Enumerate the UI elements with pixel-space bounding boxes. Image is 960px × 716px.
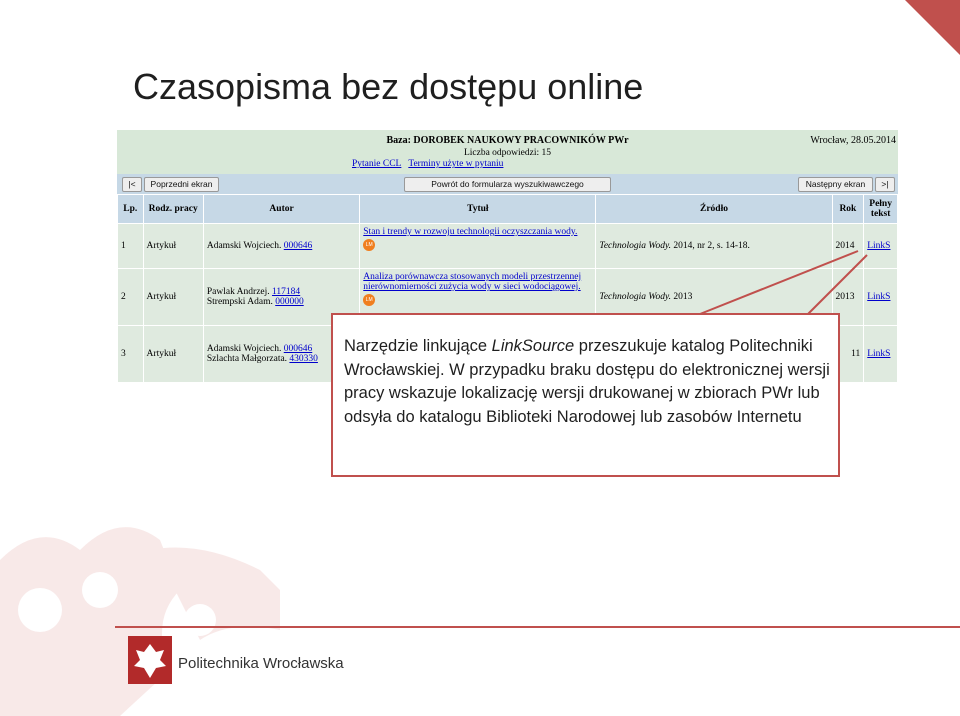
column-header: Tytuł xyxy=(360,195,596,224)
source-journal: Technologia Wody. xyxy=(599,241,672,251)
callout-text: Narzędzie linkujące xyxy=(344,337,492,355)
row-type: Artykuł xyxy=(143,224,203,269)
lm-badge-icon[interactable]: LM xyxy=(363,294,375,306)
row-type: Artykuł xyxy=(143,269,203,326)
lm-badge-icon[interactable]: LM xyxy=(363,239,375,251)
first-page-button[interactable]: |< xyxy=(122,177,142,192)
university-logo-icon xyxy=(128,636,172,684)
author-id-link[interactable]: 000646 xyxy=(283,241,313,251)
callout-arrow-line xyxy=(700,251,858,314)
row-number: 2 xyxy=(118,269,144,326)
query-terms-link[interactable]: Terminy użyte w pytaniu xyxy=(408,159,504,169)
source-details: 2014, nr 2, s. 14-18. xyxy=(671,241,750,251)
title-link[interactable]: Stan i trendy w rozwoju technologii oczyszczania wody. xyxy=(363,227,578,237)
author-name: Pawlak Andrzej. xyxy=(206,287,270,297)
source-details: 2013 xyxy=(671,292,693,302)
university-name: Politechnika Wrocławska xyxy=(178,655,344,672)
query-ccl-link[interactable]: Pytanie CCL xyxy=(352,159,402,169)
row-type: Artykuł xyxy=(143,326,203,383)
links-link[interactable]: LinkS xyxy=(867,292,891,302)
result-count: Liczba odpowiedzi: 15 xyxy=(463,148,552,158)
column-header: Autor xyxy=(203,195,359,224)
last-page-button[interactable]: >| xyxy=(875,177,895,192)
links-link[interactable]: LinkS xyxy=(867,241,891,251)
column-header: Pełny tekst xyxy=(864,195,898,224)
row-year: 2014 xyxy=(832,224,864,269)
row-year: 11 xyxy=(832,326,864,383)
footer-divider xyxy=(115,626,960,628)
links-link[interactable]: LinkS xyxy=(867,349,891,359)
author-name: Adamski Wojciech. xyxy=(206,344,282,354)
author-id-link[interactable]: 000646 xyxy=(283,344,313,354)
source-journal: Technologia Wody. xyxy=(599,292,672,302)
author-name: Strempski Adam. xyxy=(206,297,273,307)
back-to-search-form-button[interactable]: Powrót do formularza wyszukiwawczego xyxy=(404,177,611,192)
column-header: Rok xyxy=(832,195,864,224)
callout-text: przeszukuje katalog Politechniki Wrocławskiej. W przypadku braku dostępu do elektronicznej wersji pracy wskazuje lokalizację wersji drukowanej w zbiorach PWr lub odsyła do katalogu Biblioteki Narodowej lub zasobów Internetu xyxy=(344,337,830,426)
author-name: Szlachta Małgorzata. xyxy=(206,354,288,364)
date-label: Wrocław, 28.05.2014 xyxy=(810,135,896,146)
callout-text-italic: LinkSource xyxy=(491,337,575,355)
row-number: 3 xyxy=(118,326,144,383)
slide-title: Czasopisma bez dostępu online xyxy=(133,66,644,107)
column-header: Źródło xyxy=(596,195,832,224)
author-id-link[interactable]: 430330 xyxy=(289,354,318,364)
column-header: Rodz. pracy xyxy=(143,195,203,224)
callout-arrow-line xyxy=(808,255,867,314)
callout-box xyxy=(331,313,840,477)
previous-screen-button[interactable]: Poprzedni ekran xyxy=(144,177,219,192)
author-id-link[interactable]: 000000 xyxy=(275,297,304,307)
column-header: Lp. xyxy=(118,195,144,224)
row-number: 1 xyxy=(118,224,144,269)
row-year: 2013 xyxy=(832,269,864,326)
author-id-link[interactable]: 117184 xyxy=(272,287,301,297)
title-link[interactable]: nierównomierności zużycia wody w sieci wodociągowej. xyxy=(363,282,581,292)
title-link[interactable]: Analiza porównawcza stosowanych modeli przestrzennej xyxy=(363,272,582,282)
database-name: Baza: DOROBEK NAUKOWY PRACOWNIKÓW PWr xyxy=(386,135,629,146)
next-screen-button[interactable]: Następny ekran xyxy=(798,177,873,192)
author-name: Adamski Wojciech. xyxy=(206,241,282,251)
